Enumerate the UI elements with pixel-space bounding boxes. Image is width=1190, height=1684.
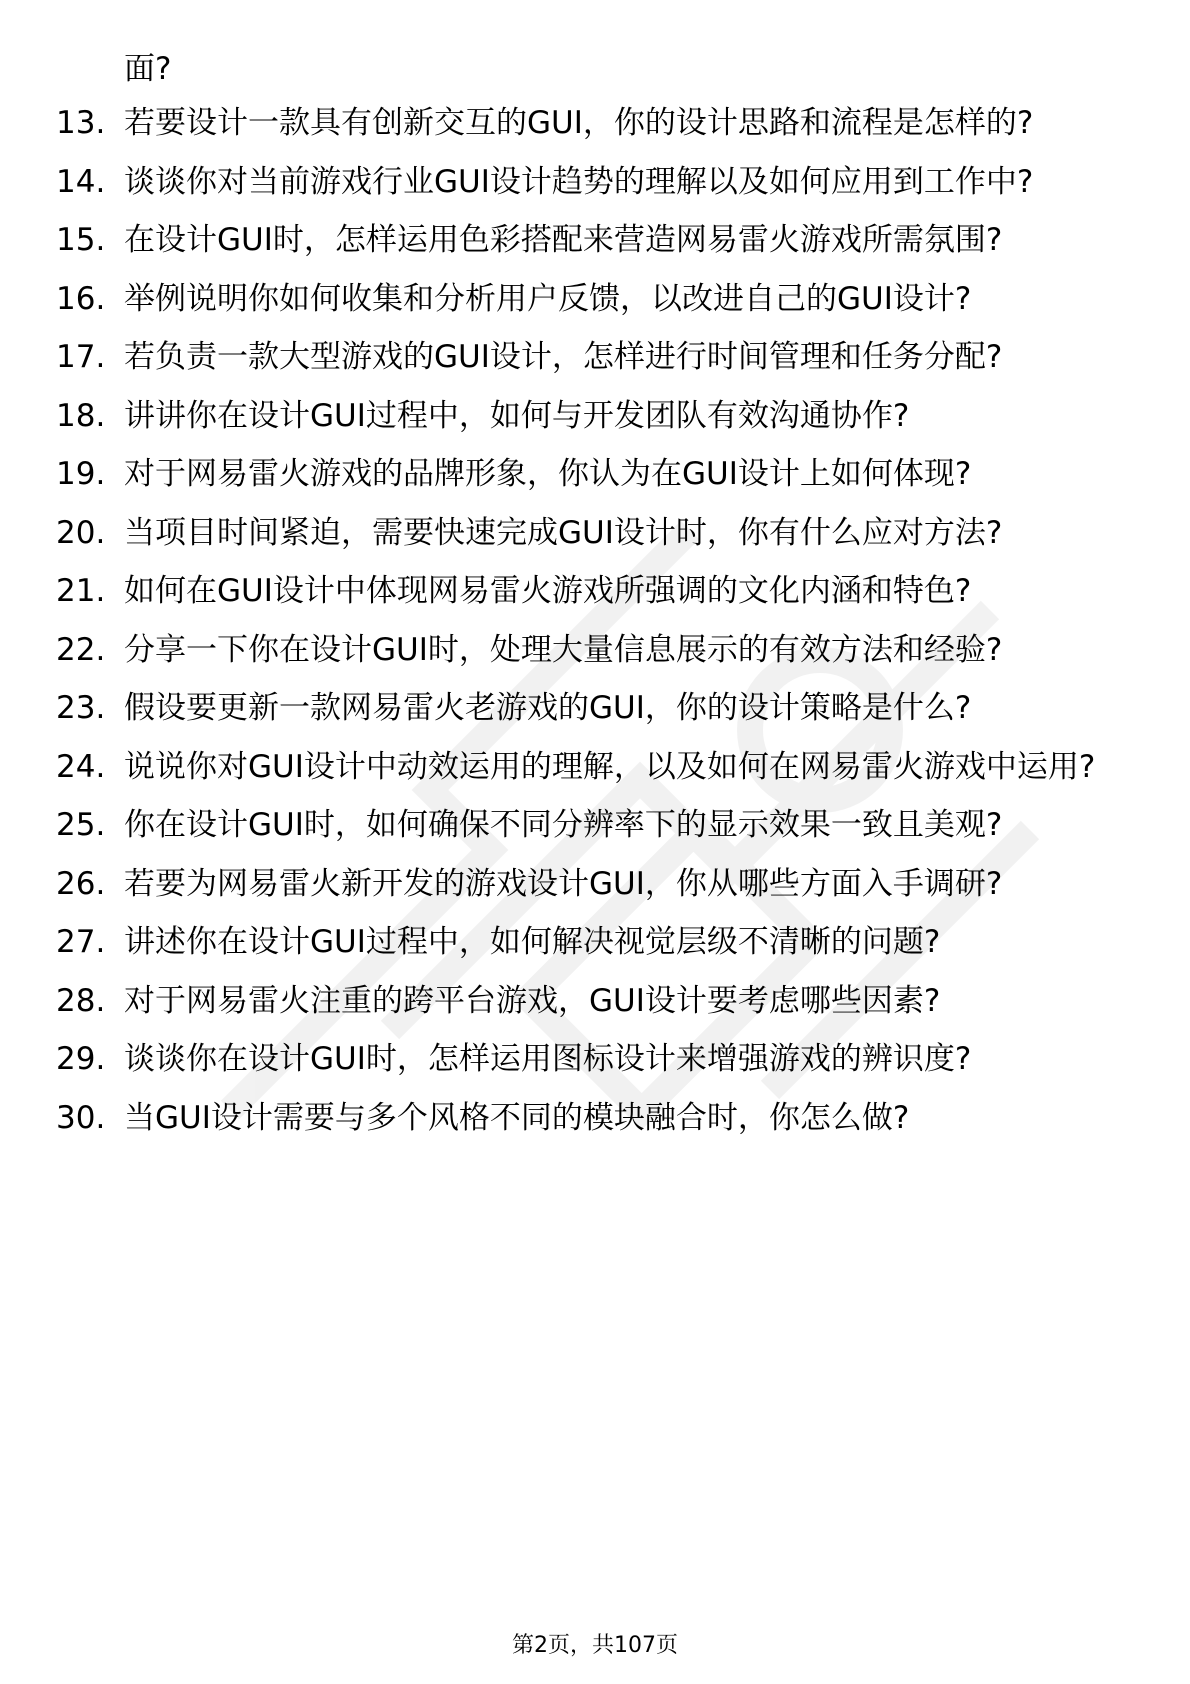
question-text: 对于网易雷火游戏的品牌形象，你认为在GUI设计上如何体现? (124, 456, 972, 492)
question-text: 讲述你在设计GUI过程中，如何解决视觉层级不清晰的问题? (124, 924, 941, 960)
question-text: 说说你对GUI设计中动效运用的理解，以及如何在网易雷火游戏中运用? (124, 748, 1096, 785)
question-item (0, 689, 1190, 727)
question-number: 25. (56, 807, 106, 843)
question-text: 你在设计GUI时，如何确保不同分辨率下的显示效果一致且美观? (124, 807, 1003, 843)
question-text: 假设要更新一款网易雷火老游戏的GUI，你的设计策略是什么? (124, 690, 972, 726)
question-number: 28. (56, 982, 106, 1019)
question-item (0, 397, 1190, 435)
question-text: 当GUI设计需要与多个风格不同的模块融合时，你怎么做? (124, 1099, 910, 1136)
continuation-line: 面? (124, 51, 172, 87)
question-text: 若要设计一款具有创新交互的GUI，你的设计思路和流程是怎样的? (124, 105, 1034, 141)
question-number: 20. (56, 514, 106, 551)
question-text: 分享一下你在设计GUI时，处理大量信息展示的有效方法和经验? (124, 631, 1003, 668)
question-number: 13. (56, 105, 106, 141)
question-text: 举例说明你如何收集和分析用户反馈，以改进自己的GUI设计? (124, 280, 972, 317)
question-number: 30. (56, 1099, 106, 1136)
question-item (0, 923, 1190, 961)
question-number: 15. (56, 222, 106, 258)
question-text: 对于网易雷火注重的跨平台游戏，GUI设计要考虑哪些因素? (124, 982, 941, 1019)
question-item (0, 1040, 1190, 1078)
question-text: 讲讲你在设计GUI过程中，如何与开发团队有效沟通协作? (124, 397, 910, 434)
question-number: 17. (56, 339, 106, 375)
question-item (0, 104, 1190, 142)
question-text: 谈谈你对当前游戏行业GUI设计趋势的理解以及如何应用到工作中? (124, 163, 1034, 200)
question-number: 19. (56, 456, 106, 492)
question-item (0, 1099, 1190, 1137)
question-item (0, 865, 1190, 903)
question-item (0, 748, 1190, 786)
question-item (0, 514, 1190, 552)
question-number: 14. (56, 163, 106, 200)
question-text: 谈谈你在设计GUI时，怎样运用图标设计来增强游戏的辨识度? (124, 1041, 972, 1077)
page-indicator: 第2页，共107页 (512, 1633, 678, 1658)
question-number: 21. (56, 573, 106, 609)
question-text: 若负责一款大型游戏的GUI设计，怎样进行时间管理和任务分配? (124, 339, 1003, 375)
question-number: 26. (56, 865, 106, 902)
question-text: 如何在GUI设计中体现网易雷火游戏所强调的文化内涵和特色? (124, 573, 972, 609)
question-item (0, 280, 1190, 318)
page-footer (0, 1632, 1190, 1660)
question-item (0, 455, 1190, 493)
question-item (0, 221, 1190, 259)
question-text: 若要为网易雷火新开发的游戏设计GUI，你从哪些方面入手调研? (124, 865, 1003, 902)
question-number: 18. (56, 397, 106, 434)
question-number: 24. (56, 748, 106, 785)
question-item (0, 631, 1190, 669)
question-number: 22. (56, 631, 106, 668)
question-number: 23. (56, 690, 106, 726)
question-text: 在设计GUI时，怎样运用色彩搭配来营造网易雷火游戏所需氛围? (124, 222, 1003, 258)
question-item (0, 982, 1190, 1020)
question-number: 29. (56, 1041, 106, 1077)
question-item (0, 572, 1190, 610)
question-item (0, 338, 1190, 376)
question-item (0, 806, 1190, 844)
question-list (0, 104, 1190, 1157)
question-number: 27. (56, 924, 106, 960)
question-text: 当项目时间紧迫，需要快速完成GUI设计时，你有什么应对方法? (124, 514, 1003, 551)
question-number: 16. (56, 280, 106, 317)
question-item (0, 163, 1190, 201)
